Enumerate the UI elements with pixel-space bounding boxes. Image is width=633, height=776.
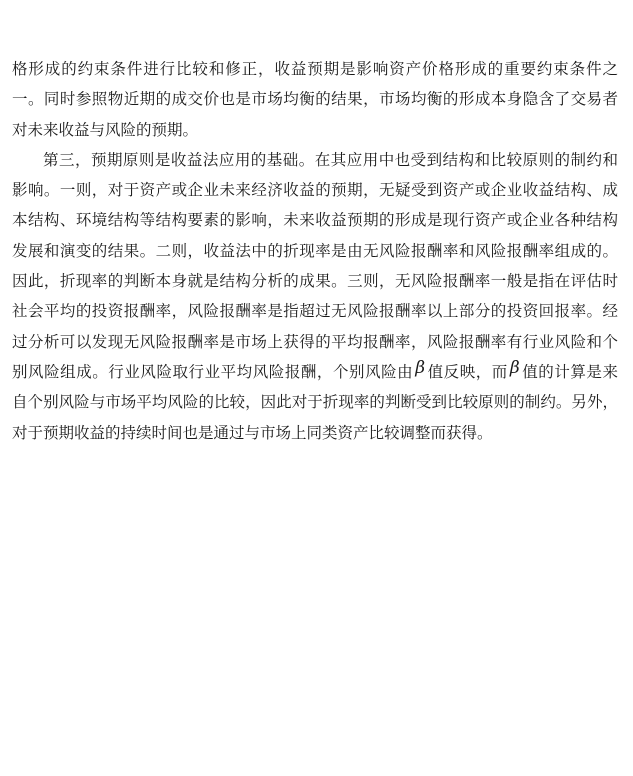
text-line: 对未来收益与风险的预期。 (12, 120, 199, 139)
text-line: 影响。一则，对于资产或企业未来经济收益的预期，无疑受到资产或企业收益结构、成 (12, 181, 618, 200)
text-line: 发展和演变的结果。二则，收益法中的折现率是由无风险报酬率和风险报酬率组成的。 (12, 241, 618, 260)
text-segment: 值反映，而 (427, 362, 508, 381)
body-text (12, 54, 618, 448)
text-line: 一。同时参照物近期的成交价也是市场均衡的结果，市场均衡的形成本身隐含了交易者 (12, 90, 618, 109)
text-line-with-beta (12, 357, 618, 387)
text-line: 格形成的约束条件进行比较和修正，收益预期是影响资产价格形成的重要约束条件之 (12, 60, 618, 78)
text-line: 对于预期收益的持续时间也是通过与市场上同类资产比较调整而获得。 (12, 423, 493, 442)
text-segment: 值的计算是来 (521, 362, 618, 381)
text-segment: 别风险组成。行业风险取行业平均风险报酬，个别风险由 (12, 362, 414, 381)
text-line: 过分析可以发现无风险报酬率是市场上获得的平均报酬率，风险报酬率有行业风险和个 (12, 332, 618, 351)
text-line: 自个别风险与市场平均风险的比较，因此对于折现率的判断受到比较原则的制约。另外， (12, 393, 618, 412)
beta-symbol: β (509, 357, 520, 378)
text-line: 社会平均的投资报酬率，风险报酬率是指超过无风险报酬率以上部分的投资回报率。经 (12, 302, 618, 321)
paragraph-start-line: 第三，预期原则是收益法应用的基础。在其应用中也受到结构和比较原则的制约和 (43, 150, 618, 169)
beta-symbol: β (415, 357, 426, 378)
text-line: 本结构、环境结构等结构要素的影响，未来收益预期的形成是现行资产或企业各种结构 (12, 211, 618, 230)
text-line: 因此，折现率的判断本身就是结构分析的成果。三则，无风险报酬率一般是指在评估时 (12, 272, 618, 291)
